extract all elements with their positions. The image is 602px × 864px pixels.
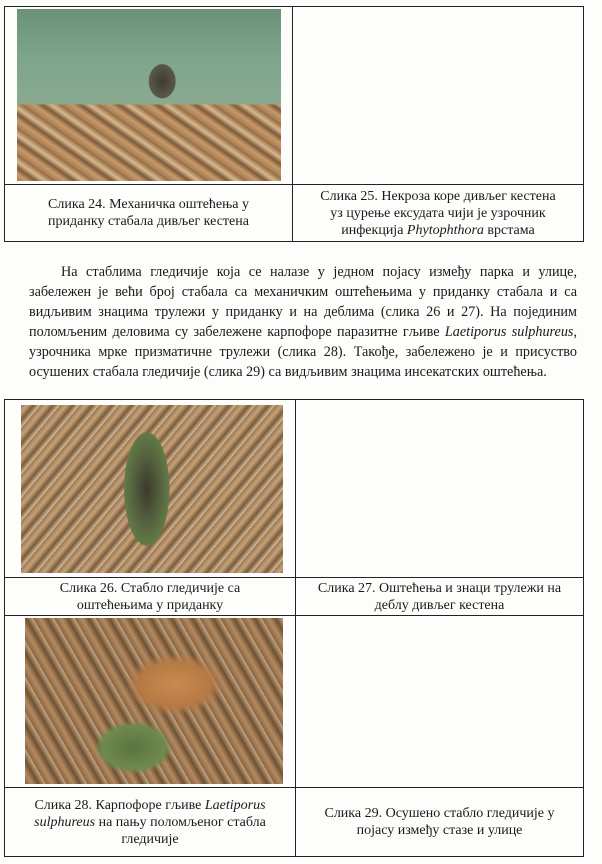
figure-29-caption bbox=[296, 788, 584, 857]
figure-24-caption-line2: приданку стабала дивљег кестена bbox=[48, 214, 249, 229]
figure-27-caption bbox=[296, 578, 584, 616]
figure-28-caption-line2-post: на пању поломљеног стабла bbox=[95, 814, 266, 830]
figure-26-caption-line1: Слика 26. Стабло гледичије са bbox=[59, 580, 241, 596]
figure-28-photo bbox=[25, 618, 283, 784]
figure-25-caption-line3-pre: инфекција bbox=[341, 222, 407, 238]
figure-25-caption-line1: Слика 25. Некроза коре дивљег кестена bbox=[320, 188, 556, 204]
figure-29-photo-cell bbox=[296, 616, 584, 788]
figure-table-bottom bbox=[4, 399, 584, 857]
figure-24-photo-cell bbox=[5, 7, 293, 185]
figure-25-caption-genus: Phytophthora bbox=[406, 222, 484, 238]
figure-26-photo-cell bbox=[5, 400, 296, 578]
paragraph-species: Laetiporus sulphureus bbox=[444, 324, 574, 340]
figure-24-caption-line1: Слика 24. Механичка оштећења у bbox=[48, 197, 249, 212]
figure-28-caption bbox=[5, 788, 296, 857]
figure-27-photo-cell bbox=[296, 400, 584, 578]
figure-27-caption-line2: деблу дивљег кестена bbox=[374, 597, 505, 613]
figure-table-top bbox=[4, 6, 584, 242]
figure-28-caption-epithet: sulphureus bbox=[34, 814, 96, 830]
figure-28-caption-line3: гледичије bbox=[121, 831, 179, 847]
figure-26-caption bbox=[5, 578, 296, 616]
figure-27-caption-line1: Слика 27. Оштећења и знаци трулежи на bbox=[317, 580, 562, 596]
figure-24-caption bbox=[5, 185, 293, 242]
figure-26-photo bbox=[21, 405, 283, 573]
figure-28-caption-line1-pre: Слика 28. Карпофоре гљиве bbox=[34, 797, 205, 813]
figure-29-caption-line2: појасу између стазе и улице bbox=[356, 823, 523, 838]
paragraph-text-pre: На стаблима гледичије која се налазе у једном појасу између парка и улице, забележен је већи број стабала са механичким оштећењима у приданку стабала и са видљивим знацима трулежи у приданку и на деблима (слика 26 и 27). На појединим поломљеним деловима су забележене карпофоре паразитне гљиве bbox=[29, 264, 577, 340]
figure-24-photo bbox=[17, 9, 281, 181]
figure-28-caption-genus: Laetiporus bbox=[204, 797, 266, 813]
figure-29-caption-line1: Слика 29. Осушено стабло гледичије у bbox=[324, 806, 555, 821]
figure-26-caption-line2: оштећењима у приданку bbox=[76, 597, 224, 613]
figure-25-caption-line2: уз цурење ексудата чији је узрочник bbox=[330, 205, 546, 221]
figure-25-caption bbox=[293, 185, 584, 242]
body-paragraph bbox=[29, 262, 577, 382]
figure-28-photo-cell bbox=[5, 616, 296, 788]
paragraph-text-post: , узрочника мрке призматичне трулежи (слика 28). Такође, забележено је и присуство осушених стабала гледичије (слика 29) са видљивим знацима инсекатских оштећења. bbox=[29, 324, 578, 380]
figure-25-photo-cell bbox=[293, 7, 584, 185]
figure-25-caption-line3-post: врстама bbox=[483, 222, 535, 238]
